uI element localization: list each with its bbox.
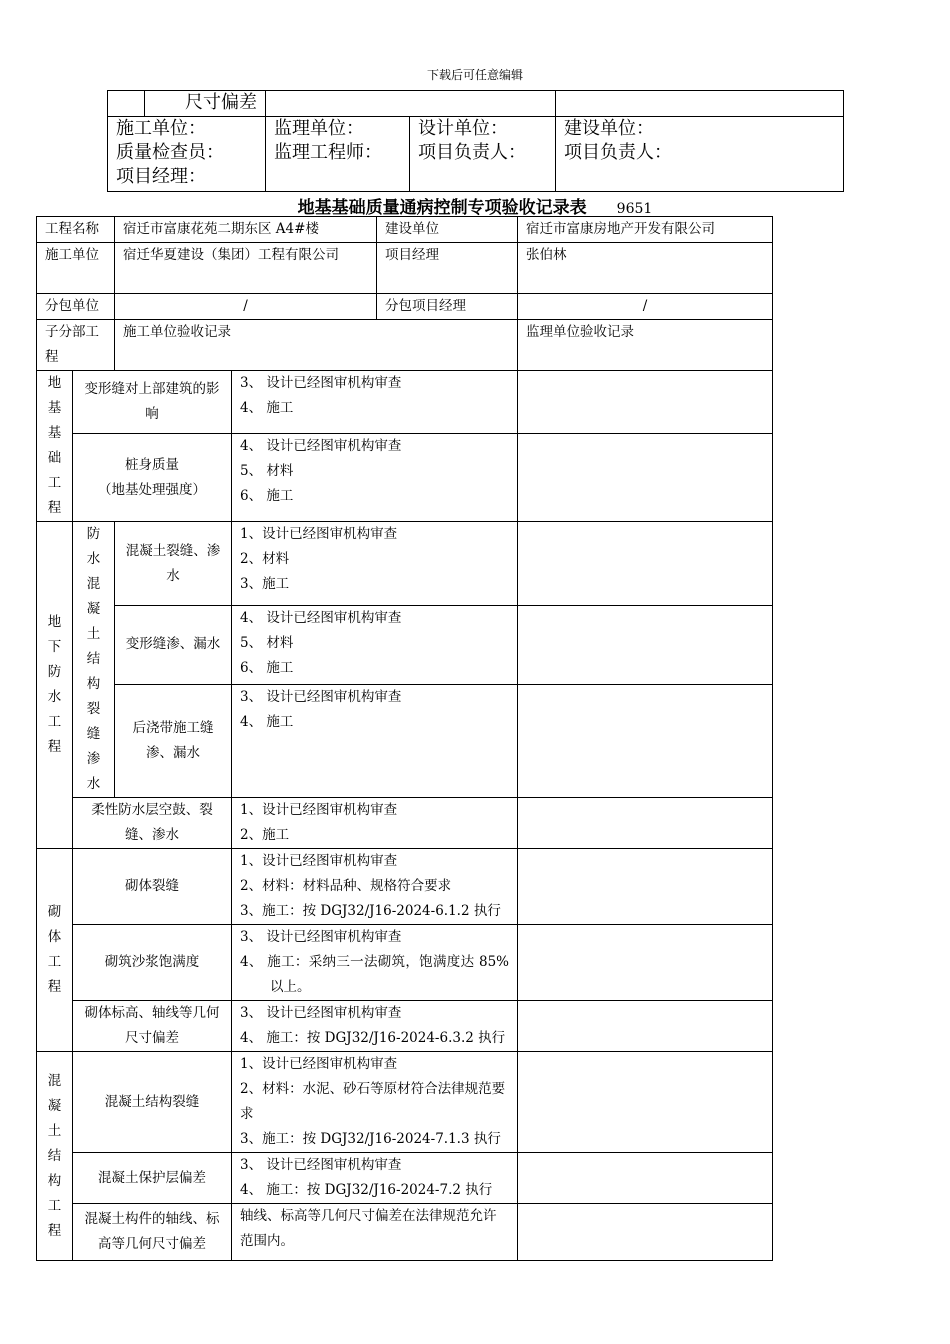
sub-label: 分包单位 [37,294,115,320]
supervisor-record-cell [518,925,773,1001]
supervisor-record-cell [518,522,773,606]
col-contractor-record-header: 施工单位验收记录 [115,320,518,371]
supervision-sign-cell: 监理单位： 监理工程师： [266,117,410,192]
table-row [37,1052,773,1153]
item-cell: 混凝土结构裂缝 [73,1052,232,1153]
col-supervisor-record-header: 监理单位验收记录 [518,320,773,371]
record-cell: 轴线、标高等几何尺寸偏差在法律规范允许范围内。 [232,1204,518,1261]
sub-pm-value: / [518,294,773,320]
table-row [37,606,773,684]
table-row [37,434,773,522]
table-row [37,798,773,849]
item-cell: 混凝土构件的轴线、标高等几何尺寸偏差 [73,1204,232,1261]
design-sign-cell: 设计单位： 项目负责人： [410,117,556,192]
record-cell: 1、设计已经图审机构审查 2、施工 [232,798,518,849]
record-cell: 3、 设计已经图审机构审查 4、 施工：采纳三一法砌筑，饱满度达 85%以上。 [232,925,518,1001]
form-title-row [0,193,950,218]
supervisor-record-cell [518,434,773,522]
owner-label: 建设单位 [377,217,518,243]
table-row [37,925,773,1001]
record-cell: 3、 设计已经图审机构审查 4、 施工 [232,371,518,434]
col-subdiv-header: 子分部工程 [37,320,115,371]
project-name-value: 宿迁市富康花苑二期东区 A4#楼 [115,217,377,243]
supervisor-record-cell [518,371,773,434]
pm-label: 项目经理 [377,243,518,294]
project-name-label: 工程名称 [37,217,115,243]
supervisor-record-cell [518,1001,773,1052]
record-cell: 4、 设计已经图审机构审查 5、 材料 6、 施工 [232,434,518,522]
record-cell: 4、 设计已经图审机构审查 5、 材料 6、 施工 [232,606,518,684]
record-cell: 3、 设计已经图审机构审查 4、 施工：按 DGJ32/J16-2024-6.3.2 执行 [232,1001,518,1052]
record-cell: 3、 设计已经图审机构审查 4、 施工：按 DGJ32/J16-2024-7.2 执行 [232,1153,518,1204]
record-cell: 1、设计已经图审机构审查 2、材料 3、施工 [232,522,518,606]
supervisor-record-cell [518,1052,773,1153]
form-number: 9651 [616,201,653,217]
construction-sign-cell: 施工单位： 质量检查员： 项目经理： [108,117,266,192]
section-concrete: 混凝土结构工程 [37,1052,73,1261]
item-cell: 后浇带施工缝渗、漏水 [115,684,232,797]
item-cell: 混凝土裂缝、渗水 [115,522,232,606]
section-foundation: 地基基础工程 [37,371,73,522]
record-cell: 3、 设计已经图审机构审查 4、 施工 [232,684,518,797]
size-deviation-cell: 尺寸偏差 [145,91,266,117]
supervisor-record-cell [518,849,773,925]
table-row [37,371,773,434]
item-cell: 变形缝渗、漏水 [115,606,232,684]
form-title: 地基基础质量通病控制专项验收记录表 [297,198,587,218]
table-row [37,684,773,797]
supervisor-record-cell [518,798,773,849]
table-row [37,1204,773,1261]
section-waterproof: 地下防水工程 [37,522,73,849]
record-cell: 1、设计已经图审机构审查 2、材料：水泥、砂石等原材符合法律规范要求 3、施工：按 DGJ32/J16-2024-7.1.3 执行 [232,1052,518,1153]
item-cell: 砌体裂缝 [73,849,232,925]
item-cell: 混凝土保护层偏差 [73,1153,232,1204]
subgroup-waterproof-concrete: 防水混凝土结构裂缝渗水 [73,522,115,798]
signature-table [107,90,844,192]
owner-sign-cell: 建设单位： 项目负责人： [556,117,844,192]
supervisor-record-cell [518,1204,773,1261]
supervisor-record-cell [518,606,773,684]
item-cell: 桩身质量 （地基处理强度） [73,434,232,522]
sub-pm-label: 分包项目经理 [377,294,518,320]
item-cell: 砌筑沙浆饱满度 [73,925,232,1001]
table-row [37,849,773,925]
pm-value: 张伯林 [518,243,773,294]
contractor-label: 施工单位 [37,243,115,294]
owner-value: 宿迁市富康房地产开发有限公司 [518,217,773,243]
contractor-value: 宿迁华夏建设（集团）工程有限公司 [115,243,377,294]
item-cell: 变形缝对上部建筑的影响 [73,371,232,434]
table-row [37,522,773,606]
item-cell: 砌体标高、轴线等几何尺寸偏差 [73,1001,232,1052]
header-note: 下载后可任意编辑 [426,68,523,82]
supervisor-record-cell [518,684,773,797]
record-cell: 1、设计已经图审机构审查 2、材料：材料品种、规格符合要求 3、施工：按 DGJ32/J16-2024-6.1.2 执行 [232,849,518,925]
item-cell: 柔性防水层空鼓、裂缝、渗水 [73,798,232,849]
table-row [37,1153,773,1204]
section-masonry: 砌体工程 [37,849,73,1052]
supervisor-record-cell [518,1153,773,1204]
inspection-table [36,216,773,1261]
sub-value: / [115,294,377,320]
table-row [37,1001,773,1052]
